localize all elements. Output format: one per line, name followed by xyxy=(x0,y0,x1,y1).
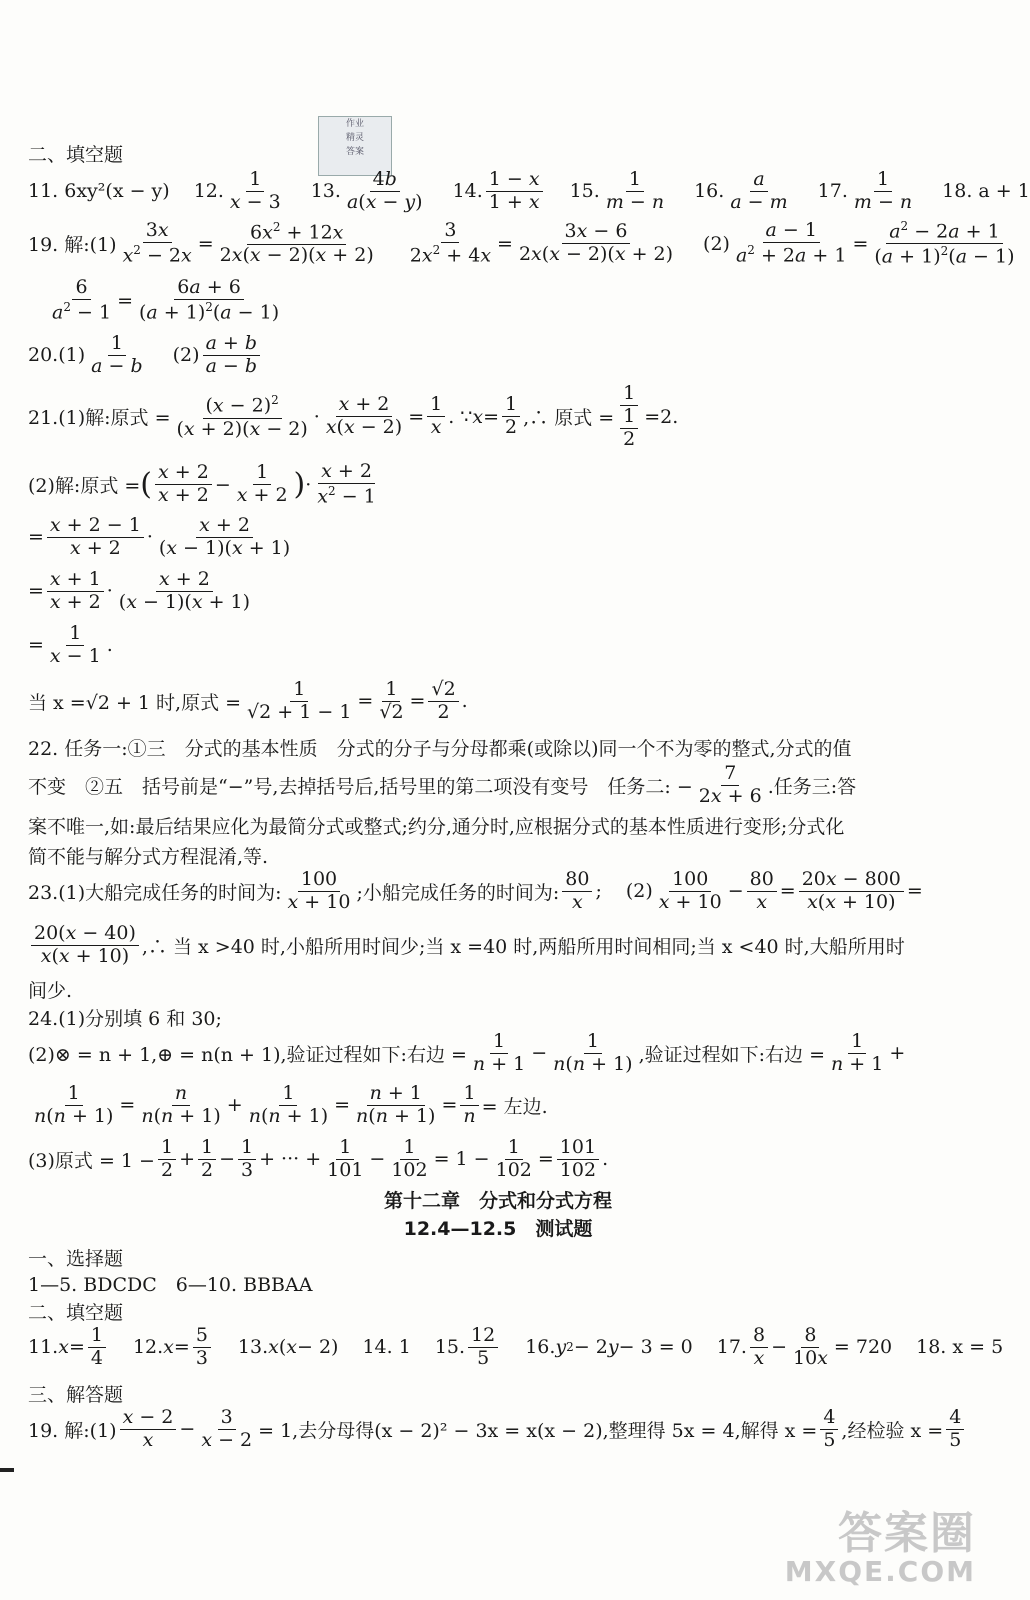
answer-24-2: (2)⊗ = n + 1,⊕ = n(n + 1),验证过程如下:右边 = $\frac{1}{n + 1}$ − $\frac{1}{n(n + 1)}$ ,验证过程如下:右边 = $\frac{1}{n + 1}$ + xyxy=(28,1030,906,1075)
answer-22-l1: 22. 任务一:①三 分式的基本性质 分式的分子与分母都乘(或除以)同一个不为零的整式,分式的值 xyxy=(28,738,852,760)
site-watermark: 答案圈 MXQE.COM xyxy=(784,1508,976,1588)
answer-22-l4: 简不能与解分式方程混淆,等. xyxy=(28,846,269,868)
answer-19b: 19. 解:(1) $\frac{x - 2}{x}$ − $\frac{3}{x - 2}$ = 1,去分母得(x − 2)² − 3x = x(x − 2),整理得 5x = 4,解得 x = $\frac{4}{5}$ ,经检验 x = $\frac{4}{5}$ xyxy=(28,1408,967,1451)
answer-19-part1: 19. 解:(1) $\frac{3x}{x^2 - 2x}$ = $\frac{6x^2 + 12x}{2x(x - 2)(x + 2)}$ $\frac{3}{2x^2 + 4x}$ = $\frac{3x - 6}{2x(x - 2)(x + 2)}$ (2) $\frac{a - 1}{a^2 + 2a + 1}$ = $\frac{a^2 - 2a + 1}{(a + 1)^2(a - 1)}$ xyxy=(28,219,1015,268)
answer-22-l2: 不变 ②五 括号前是“−”号,去掉括号后,括号里的第二项没有变号 任务二: − $\frac{7}{2x + 6}$ .任务三:答 xyxy=(28,762,857,807)
section-fill-title-2: 二、填空题 xyxy=(28,1302,124,1324)
fill-answers-2: 11. x = $\frac{1}{4}$ 12. x = $\frac{5}{3}$ 13. x ( x − 2) 14. 1 15. $\frac{12}{5}$ 16. y 2 − 2 y − 3 = 0 17. $\frac{8}{x}$ − $\frac{8}{10x}$ = 720 18. x = 5 xyxy=(28,1324,1004,1369)
section-fill-title: 二、填空题 xyxy=(28,144,124,166)
answer-23-l3: 间少. xyxy=(28,980,73,1002)
chapter-title: 第十二章 分式和分式方程 xyxy=(383,1190,612,1212)
answer-21-step2: = $\frac{x + 2 - 1}{x + 2}$ · $\frac{x + 2}{(x - 1)(x + 1)}$ xyxy=(28,514,291,559)
answer-21-1: 21.(1)解:原式 = $\frac{(x - 2)^2}{(x + 2)(x - 2)}$ · $\frac{x + 2}{x(x - 2)}$ = $\frac{1}{x}$ . ∵ x = $\frac{1}{2}$ ,∴ 原式 = $\frac{1}{\frac{1}{2}}$ =2. xyxy=(28,382,679,450)
answer-21-step4: = $\frac{1}{x - 1}$ . xyxy=(28,622,113,667)
answer-23-l1: 23.(1)大船完成任务的时间为: $\frac{100}{x + 10}$ ;小船完成任务的时间为: $\frac{80}{x}$ ; (2) $\frac{100}{x + 10}$ − $\frac{80}{x}$ = $\frac{20x - 800}{x(x + 10)}$ = xyxy=(28,868,923,913)
page-edge-mark xyxy=(0,1468,14,1472)
answer-21-when: 当 x =√2 + 1 时,原式 = $\frac{1}{√2 + 1 - 1}$ = $\frac{1}{√2}$ = $\frac{√2}{2}$ . xyxy=(28,678,468,723)
homework-stamp: 作业 精灵 答案 xyxy=(318,116,392,176)
chapter-subtitle: 12.4—12.5 测试题 xyxy=(403,1218,593,1240)
answers-11-18: 11. 6xy²(x − y) 12. $\frac{1}{x - 3}$ 13. $\frac{4b}{a(x - y)}$ 14. $\frac{1 - x}{1 + x}$ 15. $\frac{1}{m - n}$ 16. $\frac{a}{a - m}$ 17. $\frac{1}{m - n}$ 18. a + 1 xyxy=(28,168,1030,213)
answer-22-l3: 案不唯一,如:最后结果应化为最简分式或整式;约分,通分时,应根据分式的基本性质进行变形;分式化 xyxy=(28,816,845,838)
answer-24-1: 24.(1)分别填 6 和 30; xyxy=(28,1008,222,1030)
answer-24-3: (3)原式 = 1 − $\frac{1}{2}$ + $\frac{1}{2}$ − $\frac{1}{3}$ + ··· + $\frac{1}{101}$ − $\frac{1}{102}$ = 1 − $\frac{1}{102}$ = $\frac{101}{102}$ . xyxy=(28,1136,609,1181)
answer-19-part2: $\frac{6}{a^2 - 1}$ = $\frac{6a + 6}{(a + 1)^2(a - 1)}$ xyxy=(52,276,280,324)
section-choice-title: 一、选择题 xyxy=(28,1248,124,1270)
answer-21-2: (2)解:原式 = ( $\frac{x + 2}{x + 2}$ − $\frac{1}{x + 2}$ ) · $\frac{x + 2}{x^2 - 1}$ xyxy=(28,460,376,508)
answer-20: 20.(1) $\frac{1}{a - b}$ (2) $\frac{a + b}{a - b}$ xyxy=(28,334,263,377)
answer-23-l2: $\frac{20(x - 40)}{x(x + 10)}$ ,∴ 当 x >40 时,小船所用时间少;当 x =40 时,两船所用时间相同;当 x <40 时,大船所用时 xyxy=(28,924,905,967)
choice-answers: 1—5. BDCDC 6—10. BBBAA xyxy=(28,1274,313,1296)
answer-21-step3: = $\frac{x + 1}{x + 2}$ · $\frac{x + 2}{(x - 1)(x + 1)}$ xyxy=(28,568,251,613)
answer-24-2-cont: $\frac{1}{n(n + 1)}$ = $\frac{n}{n(n + 1)}$ + $\frac{1}{n(n + 1)}$ = $\frac{n + 1}{n(n + 1)}$ = $\frac{1}{n}$ = 左边. xyxy=(34,1082,548,1127)
section-solve-title: 三、解答题 xyxy=(28,1384,124,1406)
